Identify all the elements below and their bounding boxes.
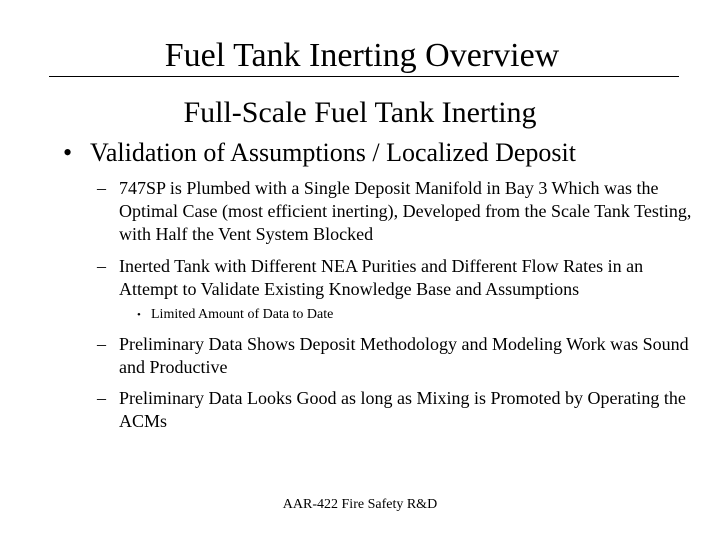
- sub-bullet-text: Preliminary Data Looks Good as long as Mixing is Promoted by Operating the ACMs: [119, 388, 686, 431]
- dash-marker: –: [97, 178, 106, 198]
- dash-marker: –: [97, 256, 106, 276]
- bullet-marker: •: [137, 309, 141, 321]
- sub-bullet-text: 747SP is Plumbed with a Single Deposit Manifold in Bay 3 Which was the Optimal Case (most efficient inerting), Developed from the Scale Tank Testing, with Half the Vent System Blocked: [119, 178, 692, 244]
- slide-title: Fuel Tank Inerting Overview: [164, 37, 560, 74]
- slide-footer: AAR-422 Fire Safety R&D: [282, 497, 438, 512]
- bullet-marker: •: [63, 138, 73, 167]
- sub-sub-bullet-text: Limited Amount of Data to Date: [151, 307, 334, 322]
- dash-marker: –: [97, 334, 106, 354]
- sub-bullet-text: Preliminary Data Shows Deposit Methodology and Modeling Work was Sound and Productive: [119, 334, 689, 377]
- dash-marker: –: [97, 388, 106, 408]
- slide-subtitle: Full-Scale Fuel Tank Inerting: [183, 96, 537, 129]
- bullet-text: Validation of Assumptions / Localized Deposit: [90, 138, 576, 167]
- title-divider: [49, 76, 679, 77]
- sub-bullet-text: Inerted Tank with Different NEA Purities and Different Flow Rates in an Attempt to Validate Existing Knowledge Base and Assumptions: [119, 256, 644, 299]
